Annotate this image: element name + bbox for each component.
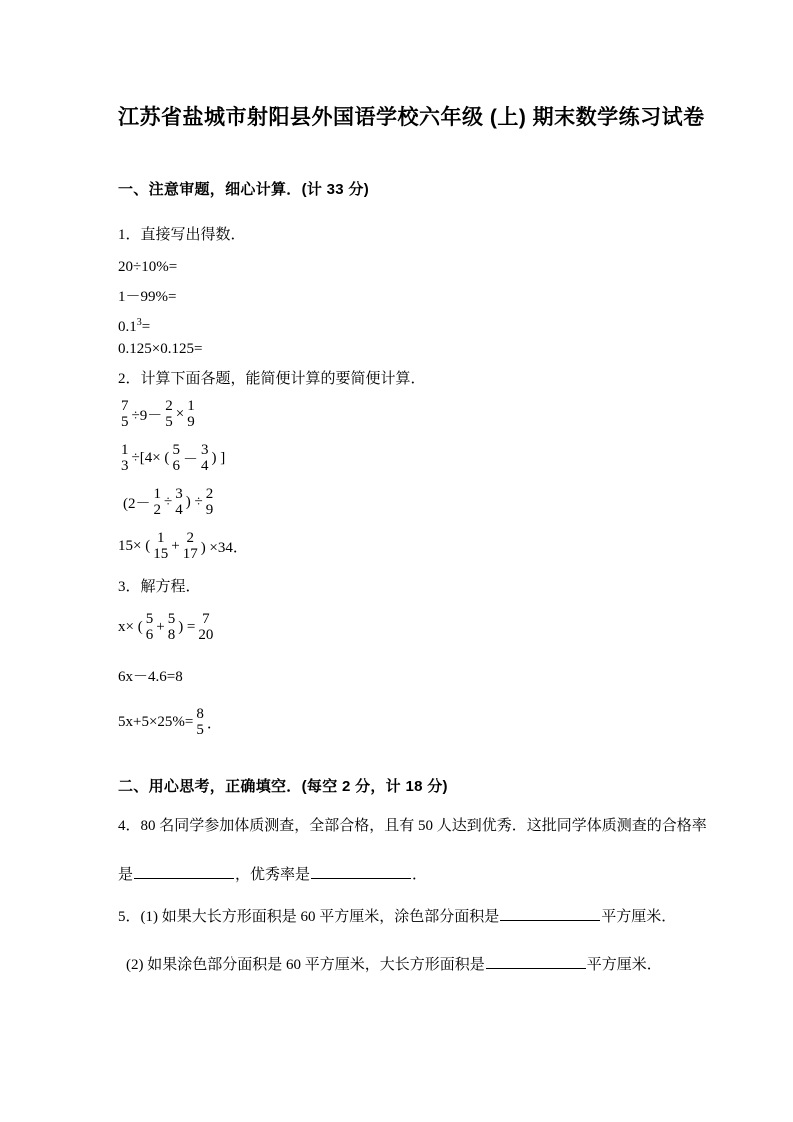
expression-text: 0.125×0.125= [118,341,203,357]
question-5-part-1 [118,904,683,928]
expression-text: 0.1 [118,319,137,335]
fill-in-blank [500,904,600,921]
fraction [175,486,183,518]
fraction-numerator: 2 [186,530,194,546]
expression-text: 平方厘米． [601,909,677,925]
question-1-label: 1．直接写出得数． [118,227,246,243]
fraction-numerator: 2 [165,398,173,414]
fraction-denominator: 9 [205,502,214,518]
expression-text: ÷[4× ( [131,449,170,466]
fraction-numerator: 5 [172,442,180,458]
fraction-numerator: 1 [121,442,129,458]
fraction-numerator: 5 [167,611,176,627]
q2-expression-1 [118,397,683,431]
q1-item-2 [118,287,683,307]
fraction-denominator: 4 [200,458,209,474]
fraction [172,442,180,474]
fraction [121,398,129,430]
fraction-denominator: 3 [121,458,129,474]
question-4-line-1: 4．80 名同学参加体质测查，全部合格，且有 50 人达到优秀．这批同学体质测查的合格率 [118,818,707,834]
fraction-denominator: 17 [182,546,198,562]
fraction [183,530,198,562]
expression-text: ． [412,867,428,883]
fraction [187,398,195,430]
page-title: 江苏省盐城市射阳县外国语学校六年级 (上) 期末数学练习试卷 [118,106,705,129]
fraction-numerator: 2 [205,486,214,502]
section-2 [118,775,707,976]
question-2-label: 2．计算下面各题，能简便计算的要简便计算． [118,371,426,387]
q3-equation-2 [118,667,683,687]
fraction-numerator: 3 [175,486,183,502]
fraction-numerator: 5 [145,611,154,627]
fraction-denominator: 4 [175,502,183,518]
fraction [153,530,168,562]
expression-text: + [156,618,165,635]
expression-text: 15× ( [118,537,151,554]
q2-expression-3 [118,485,683,519]
expression-text: (2) 如果涂色部分面积是 60 平方厘米，大长方形面积是 [126,957,485,973]
exponent-superscript: 3 [136,317,142,328]
fraction [196,706,204,738]
section-2-heading: 二、用心思考，正确填空．(每空 2 分，计 18 分) [118,778,448,795]
q1-item-1 [118,257,683,277]
expression-text: ) = [178,618,196,635]
fraction-numerator: 3 [200,442,209,458]
question-4-line-2 [118,862,683,886]
fraction-numerator: 7 [202,611,210,627]
section-1-heading: 一、注意审题，细心计算．(计 33 分) [118,181,370,198]
q1-item-4 [118,339,683,359]
fraction-numerator: 8 [196,706,204,722]
fraction [165,398,173,430]
expression-text: + [171,537,180,554]
expression-text: ) ] [211,449,226,466]
expression-text: 是 [118,867,134,883]
section-1 [118,178,683,739]
fraction-denominator: 6 [145,627,154,643]
expression-text: 5x+5×25%= [118,713,194,730]
q3-equation-3 [118,705,683,739]
expression-text: 20÷10%= [118,259,178,275]
expression-text: ÷ [164,493,173,510]
expression-text: = [141,319,151,335]
fraction-denominator: 2 [153,502,161,518]
fill-in-blank [311,862,411,879]
expression-text: ． [206,715,222,732]
expression-text: 6x－4.6=8 [118,669,183,685]
expression-text: － [182,451,198,468]
question-3-label: 3．解方程． [118,579,201,595]
fraction-denominator: 9 [187,414,195,430]
fraction-numerator: 1 [187,398,195,414]
expression-text: ) ×34． [200,539,248,556]
expression-text: 平方厘米． [586,957,662,973]
fill-in-blank [486,952,586,969]
fraction [121,442,129,474]
fraction-denominator: 15 [153,546,169,562]
q3-equation-1 [118,607,683,647]
q1-item-3 [118,317,683,337]
fraction [168,611,176,643]
expression-text: 5．(1) 如果大长方形面积是 60 平方厘米，涂色部分面积是 [118,909,500,925]
fraction-numerator: 1 [153,486,161,502]
question-5-part-2 [118,952,683,976]
fraction-denominator: 5 [165,414,173,430]
fraction [201,442,209,474]
fraction [146,611,154,643]
q2-expression-2 [118,441,683,475]
expression-text: ) ÷ [185,493,203,510]
fraction [206,486,214,518]
expression-text: × [175,405,185,422]
fraction-denominator: 5 [121,414,129,430]
fraction-denominator: 20 [198,627,214,643]
fraction-numerator: 1 [156,530,165,546]
fraction [198,611,213,643]
expression-text: ，优秀率是 [235,867,311,883]
fraction-denominator: 6 [172,458,180,474]
fill-in-blank [134,862,234,879]
fraction-denominator: 8 [167,627,176,643]
q2-expression-4 [118,529,683,563]
expression-text: 1－99%= [118,289,177,305]
fraction-denominator: 5 [196,722,204,738]
fraction-numerator: 7 [121,398,129,414]
expression-text: x× ( [118,618,143,635]
expression-text: (2－ [123,495,151,512]
expression-text: ÷9－ [131,407,163,424]
fraction [154,486,162,518]
